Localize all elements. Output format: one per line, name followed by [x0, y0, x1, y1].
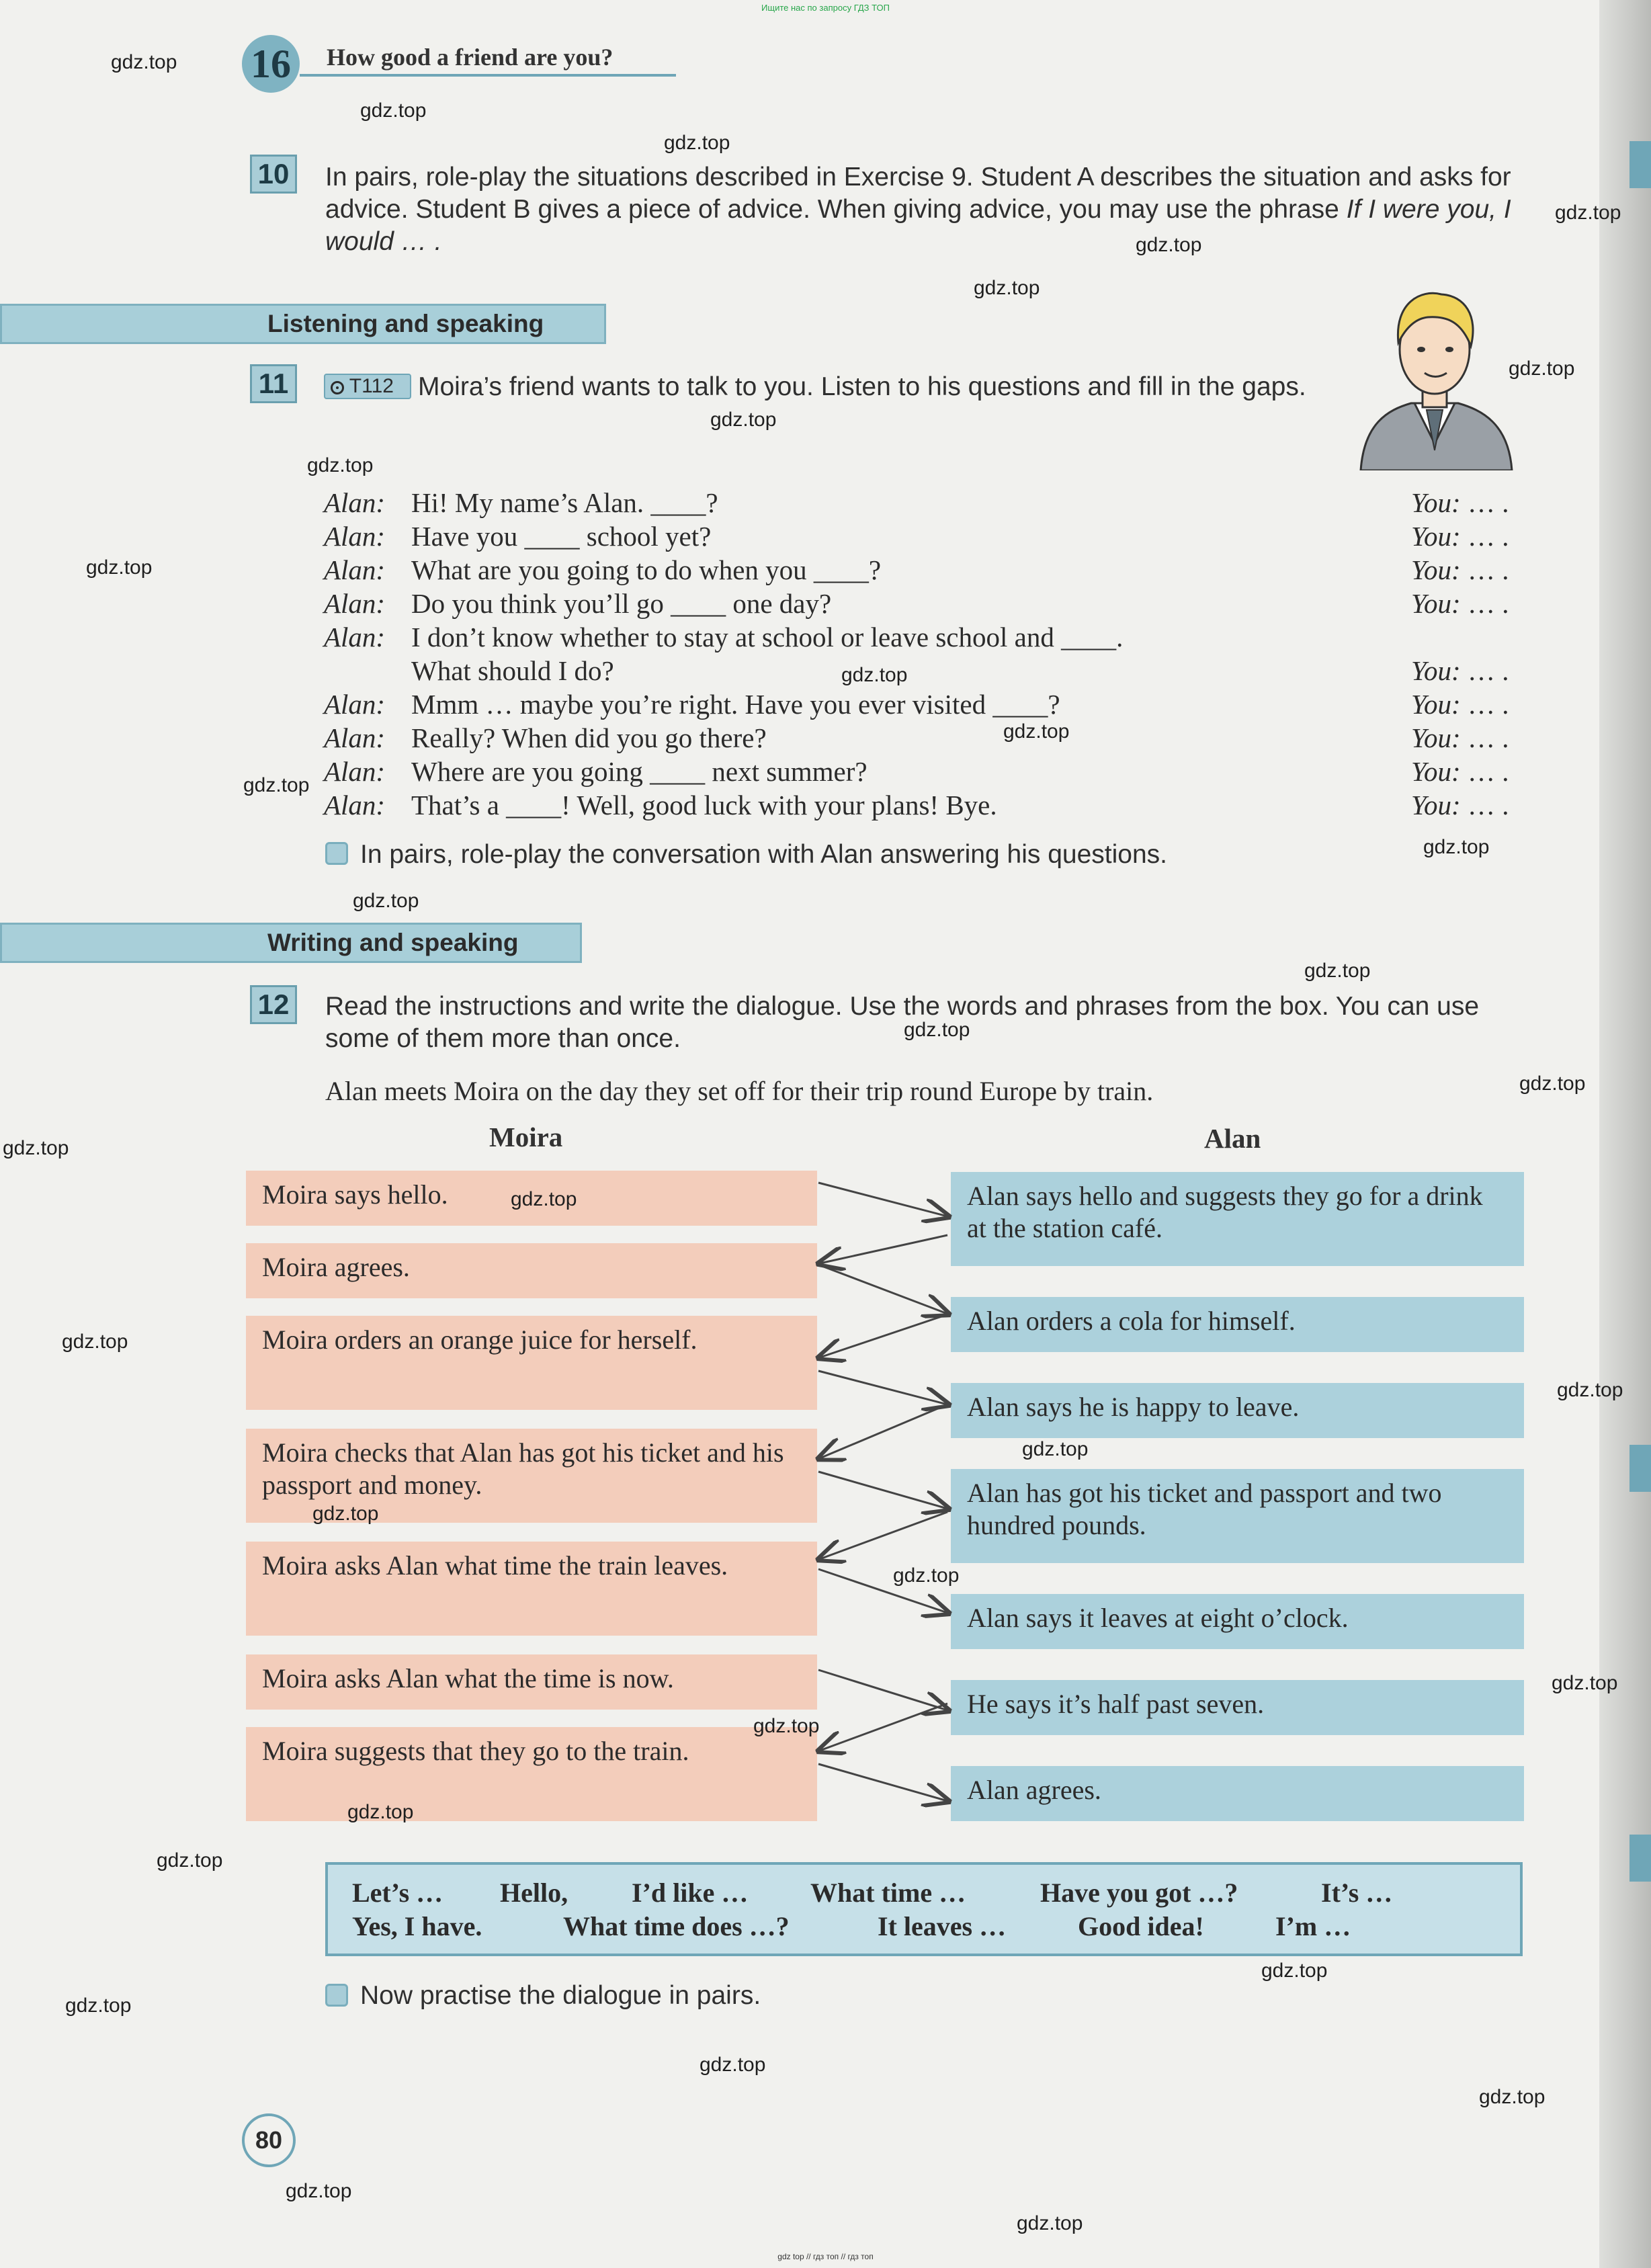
watermark: gdz.top [65, 1994, 132, 2017]
watermark: gdz.top [700, 2054, 766, 2076]
alan-step: Alan says he is happy to leave. [951, 1383, 1524, 1438]
exercise-11-instruction: Moira’s friend wants to talk to you. Listen to his questions and fill in the gaps. [418, 372, 1306, 401]
watermark: gdz.top [1022, 1438, 1089, 1460]
dialogue-line [324, 520, 711, 552]
watermark: gdz.top [1423, 836, 1490, 858]
flow-arrow [818, 1670, 947, 1710]
dialogue-text: Have you ____ school yet? [411, 521, 712, 552]
exercise-10-text [325, 161, 1528, 258]
speaker: Alan: [324, 554, 386, 585]
watermark: gdz.top [1304, 960, 1371, 982]
dialogue-line [324, 688, 1060, 720]
moira-step: Moira asks Alan what the time is now. [246, 1654, 817, 1710]
speaker: Alan: [324, 588, 386, 619]
flow-arrow [818, 1371, 947, 1404]
exercise-12-number: 12 [250, 985, 297, 1024]
alan-column-header: Alan [1204, 1123, 1261, 1154]
watermark: gdz.top [841, 664, 908, 686]
you-response: You: … . [1411, 756, 1509, 787]
phrase: What time does …? [563, 1911, 790, 1941]
you-response: You: … . [1411, 521, 1509, 552]
exercise-11-number: 11 [250, 364, 297, 403]
watermark: gdz.top [753, 1715, 820, 1737]
spine-tab [1629, 1445, 1651, 1492]
watermark: gdz.top [1261, 1960, 1328, 1982]
speaker: Alan: [324, 521, 386, 552]
watermark: gdz.top [312, 1503, 379, 1525]
phrase: It leaves … [878, 1911, 1007, 1941]
watermark: gdz.top [360, 99, 427, 122]
flow-arrow [818, 1764, 947, 1801]
moira-step: Moira asks Alan what time the train leaves. [246, 1542, 817, 1636]
watermark: gdz.top [1555, 202, 1621, 224]
dialogue-text: Hi! My name’s Alan. ____? [411, 487, 718, 518]
watermark: gdz.top [307, 454, 374, 476]
book-spine [1599, 0, 1651, 2268]
dialogue-line [324, 587, 831, 620]
exercise-10-number: 10 [250, 155, 297, 194]
watermark: gdz.top [3, 1137, 69, 1159]
dialogue-text: Where are you going ____ next summer? [411, 756, 867, 787]
dialogue-text: What should I do? [411, 655, 614, 686]
spine-tab [1629, 141, 1651, 188]
dialogue-line [324, 487, 718, 519]
you-response: You: … . [1411, 588, 1509, 619]
dialogue-line [324, 722, 767, 754]
watermark: gdz.top [62, 1331, 128, 1353]
watermark: gdz.top [1003, 720, 1070, 743]
exercise-12-scenario: Alan meets Moira on the day they set off for their trip round Europe by train. [325, 1076, 1154, 1106]
phrase: I’m … [1275, 1911, 1351, 1941]
watermark: gdz.top [86, 556, 153, 579]
phrase: Good idea! [1078, 1911, 1204, 1941]
practise-note: Now practise the dialogue in pairs. [360, 1981, 761, 2010]
you-response: You: … . [1411, 722, 1509, 753]
exercise-10-main: In pairs, role-play the situations described in Exercise 9. Student A describes the situation and asks for advice. Student B gives a piece of advice. When giving advice, you may use the phrase [325, 163, 1511, 224]
bottom-note: gdz top // гдз топ // гдз топ [777, 2252, 874, 2261]
dialogue-text: What are you going to do when you ____? [411, 554, 882, 585]
audio-track-label: T112 [349, 375, 394, 397]
watermark: gdz.top [664, 132, 730, 154]
alan-step: Alan says hello and suggests they go for a drink at the station café. [951, 1172, 1524, 1266]
phrase: What time … [810, 1878, 966, 1908]
moira-column-header: Moira [489, 1122, 563, 1152]
you-response: You: … . [1411, 655, 1509, 686]
watermark: gdz.top [1136, 234, 1202, 256]
alan-step: Alan says it leaves at eight o’clock. [951, 1594, 1524, 1649]
watermark: gdz.top [157, 1849, 223, 1872]
page-number: 80 [242, 2113, 296, 2167]
speaker: Alan: [324, 756, 386, 787]
dialogue-text: Mmm … maybe you’re right. Have you ever visited ____? [411, 689, 1060, 720]
flow-arrow [818, 1183, 947, 1216]
watermark: gdz.top [893, 1564, 960, 1587]
speaker: Alan: [324, 790, 386, 821]
speaker: Alan: [324, 622, 386, 653]
you-response: You: … . [1411, 487, 1509, 518]
flow-arrow [820, 1235, 947, 1263]
dialogue-flow-arrows [813, 1163, 958, 1835]
you-response: You: … . [1411, 554, 1509, 585]
spine-tab [1629, 1835, 1651, 1882]
watermark: gdz.top [243, 774, 310, 796]
dialogue-line [324, 554, 881, 586]
watermark: gdz.top [1017, 2212, 1083, 2234]
phrase: Have you got …? [1040, 1878, 1238, 1908]
unit-number: 16 [242, 35, 300, 93]
watermark: gdz.top [710, 409, 777, 431]
phrase-box [325, 1862, 1523, 1956]
flow-arrow [818, 1472, 947, 1509]
flow-arrow [820, 1404, 947, 1458]
dialogue-text: Do you think you’ll go ____ one day? [411, 588, 832, 619]
top-note: Ищите нас по запросу ГДЗ ТОП [761, 3, 890, 13]
alan-illustration [1347, 276, 1522, 470]
dialogue-line [324, 621, 1123, 653]
exercise-10-italic: If I were you, I would … . [325, 195, 1511, 256]
watermark: gdz.top [974, 277, 1040, 299]
watermark: gdz.top [1557, 1379, 1623, 1401]
unit-title: How good a friend are you? [327, 44, 613, 71]
exercise-12-instruction: Read the instructions and write the dialogue. Use the words and phrases from the box. You can use some of them more than once. [325, 992, 1480, 1053]
unit-underline [300, 74, 676, 77]
watermark: gdz.top [1552, 1672, 1618, 1694]
watermark: gdz.top [1519, 1073, 1586, 1095]
alan-step: He says it’s half past seven. [951, 1680, 1524, 1735]
watermark: gdz.top [286, 2180, 352, 2202]
watermark: gdz.top [347, 1801, 414, 1823]
dialogue-line [324, 789, 997, 821]
watermark: gdz.top [1509, 358, 1575, 380]
watermark: gdz.top [111, 51, 177, 73]
watermark: gdz.top [1479, 2086, 1546, 2108]
alan-step: Alan has got his ticket and passport and two hundred pounds. [951, 1469, 1524, 1563]
watermark: gdz.top [353, 890, 419, 912]
speaker: Alan: [324, 487, 386, 518]
you-response: You: … . [1411, 790, 1509, 821]
alan-step: Alan agrees. [951, 1766, 1524, 1821]
speaker: Alan: [324, 689, 386, 720]
flow-arrow [820, 1314, 947, 1357]
section-listening-speaking: Listening and speaking [0, 304, 606, 344]
moira-step: Moira checks that Alan has got his ticket and his passport and money. [246, 1429, 817, 1523]
moira-step: Moira suggests that they go to the train. [246, 1727, 817, 1821]
pairs-checkbox[interactable] [325, 842, 348, 865]
practise-checkbox[interactable] [325, 1984, 348, 2007]
section-writing-speaking: Writing and speaking [0, 923, 582, 963]
watermark: gdz.top [904, 1019, 970, 1041]
speaker: Alan: [324, 722, 386, 753]
moira-step: Moira says hello. [246, 1171, 817, 1226]
dialogue-line [324, 755, 867, 788]
alan-step: Alan orders a cola for himself. [951, 1297, 1524, 1352]
flow-arrow [818, 1265, 947, 1314]
moira-step: Moira orders an orange juice for herself. [246, 1316, 817, 1410]
flow-arrow [820, 1512, 947, 1559]
phrase: It’s … [1321, 1878, 1393, 1908]
dialogue-line [324, 655, 614, 687]
watermark: gdz.top [511, 1188, 577, 1210]
dialogue-text: Really? When did you go there? [411, 722, 767, 753]
you-response: You: … . [1411, 689, 1509, 720]
dialogue-text: That’s a ____! Well, good luck with your plans! Bye. [411, 790, 997, 821]
flow-arrow [820, 1704, 947, 1751]
moira-step: Moira agrees. [246, 1243, 817, 1298]
phrase: Hello, [500, 1878, 568, 1908]
phrase: Yes, I have. [352, 1911, 482, 1941]
pairs-note: In pairs, role-play the conversation with Alan answering his questions. [360, 840, 1167, 869]
phrase: Let’s … [352, 1878, 443, 1908]
phrase: I’d like … [632, 1878, 749, 1908]
dialogue-text: I don’t know whether to stay at school or leave school and ____. [411, 622, 1124, 653]
